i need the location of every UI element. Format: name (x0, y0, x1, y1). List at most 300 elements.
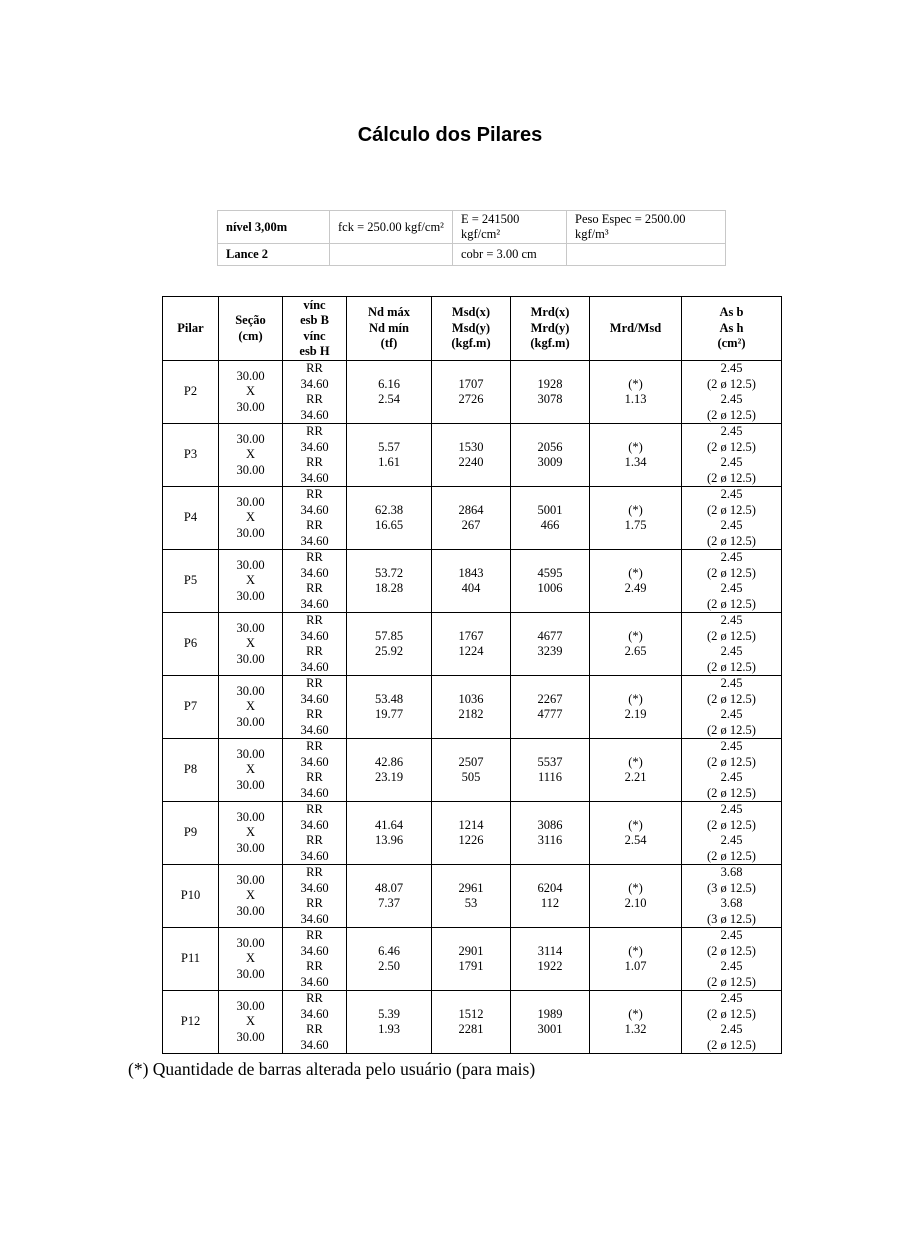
cell-line: 2240 (458, 455, 484, 469)
cell-line: 2267 (537, 691, 563, 706)
cell-line: 30.00 (236, 368, 265, 383)
cell-line: RR (306, 676, 323, 690)
cell-nd (347, 928, 432, 991)
cell-line: (2 ø 12.5) (707, 659, 756, 674)
cell-line: 34.60 (300, 722, 329, 737)
cell-vinc (283, 802, 347, 865)
header-nd (347, 297, 432, 361)
cell-pilar: P3 (163, 424, 219, 487)
cell-mrd (511, 802, 590, 865)
cell-line: 4677 (537, 628, 563, 643)
cell-line: (2 ø 12.5) (707, 628, 756, 643)
cell-secao (219, 802, 283, 865)
cell-nd (347, 613, 432, 676)
table-row (163, 361, 782, 424)
cell-line: (*) (628, 502, 643, 517)
cell-line: X (245, 447, 256, 462)
cell-line: 25.92 (374, 644, 404, 658)
cell-line: (2 ø 12.5) (707, 722, 756, 737)
cell-line: 5.57 (378, 439, 400, 454)
cell-as (682, 739, 782, 802)
cell-line: 34.60 (300, 628, 329, 643)
cell-line: 2.45 (720, 707, 743, 721)
cell-nd (347, 424, 432, 487)
cell-line: (2 ø 12.5) (707, 470, 756, 485)
cell-nd (347, 865, 432, 928)
cell-line: 2.65 (624, 644, 647, 658)
header-pilar: Pilar (163, 297, 219, 361)
cell-line: 3239 (537, 644, 563, 658)
cell-line: 30.00 (236, 872, 265, 887)
header-line: Mrd(y) (530, 320, 570, 335)
cell-vinc (283, 739, 347, 802)
table-row (163, 865, 782, 928)
cell-line: 2.45 (720, 455, 743, 469)
cell-line: 2.45 (720, 392, 743, 406)
cell-line: 2056 (537, 439, 563, 454)
cell-line: RR (306, 487, 323, 501)
cell-pilar: P12 (163, 991, 219, 1054)
cell-line: X (245, 699, 256, 714)
cell-line: 2.45 (720, 581, 743, 595)
cell-line: 53.48 (374, 691, 404, 706)
header-line: Nd máx (367, 305, 411, 320)
cell-line: 53 (464, 896, 478, 910)
cell-line: 2.45 (720, 959, 743, 973)
cell-line: 34.60 (300, 1006, 329, 1021)
cell-line: 3.68 (720, 896, 743, 910)
cell-line: 2.45 (720, 928, 743, 942)
cell-line: 3116 (537, 833, 563, 847)
cell-secao (219, 361, 283, 424)
header-line: As b (719, 305, 744, 320)
cell-line: 2864 (458, 502, 484, 517)
cell-line: 5537 (537, 754, 563, 769)
cell-line: 2.45 (720, 739, 743, 753)
cell-line: 34.60 (300, 502, 329, 517)
cell-line: 1.07 (624, 959, 647, 973)
cell-line: 30.00 (236, 840, 265, 855)
cell-line: 1224 (458, 644, 484, 658)
cell-mrd (511, 487, 590, 550)
header-row (163, 297, 782, 361)
cell-line: 3114 (537, 943, 563, 958)
cell-vinc (283, 550, 347, 613)
header-line: (tf) (380, 336, 398, 351)
cell-line: 34.60 (300, 407, 329, 422)
header-line: Msd(x) (451, 305, 491, 320)
header-line: vínc (303, 297, 326, 312)
cell-line: 30.00 (236, 494, 265, 509)
cell-line: X (245, 888, 256, 903)
cell-pilar: P9 (163, 802, 219, 865)
header-line: Nd mín (369, 320, 409, 335)
cell-line: X (245, 825, 256, 840)
cell-line: 30.00 (236, 935, 265, 950)
table-row (163, 424, 782, 487)
cell-line: 2.45 (720, 518, 743, 532)
cell-line: 34.60 (300, 817, 329, 832)
header-line: Mrd(x) (530, 305, 570, 320)
cell-mrd (511, 676, 590, 739)
cell-line: RR (306, 959, 323, 973)
cell-line: 1226 (458, 833, 484, 847)
cell-line: (2 ø 12.5) (707, 565, 756, 580)
cell-line: 267 (461, 518, 481, 532)
table-row (163, 991, 782, 1054)
table-body (163, 361, 782, 1054)
cell-nd (347, 739, 432, 802)
cell-line: (2 ø 12.5) (707, 848, 756, 863)
cell-line: RR (306, 581, 323, 595)
cell-line: 34.60 (300, 1037, 329, 1052)
cell-line: 2.45 (720, 644, 743, 658)
table-row (163, 550, 782, 613)
cell-mrd (511, 613, 590, 676)
cell-secao (219, 613, 283, 676)
cell-line: (2 ø 12.5) (707, 817, 756, 832)
cell-ratio (590, 487, 682, 550)
header-line: (cm) (238, 328, 263, 343)
cell-line: 1036 (458, 691, 484, 706)
cell-msd (432, 739, 511, 802)
cell-line: 2.45 (720, 991, 743, 1005)
cell-line: RR (306, 865, 323, 879)
cell-line: 1767 (458, 628, 484, 643)
cell-line: 2.50 (378, 959, 400, 973)
cell-pilar: P4 (163, 487, 219, 550)
cell-pilar: P2 (163, 361, 219, 424)
cell-mrd (511, 550, 590, 613)
cell-line: 30.00 (236, 620, 265, 635)
cell-line: RR (306, 644, 323, 658)
cell-ratio (590, 802, 682, 865)
lance-label: Lance 2 (218, 244, 330, 266)
cell-line: RR (306, 1022, 323, 1036)
cell-secao (219, 487, 283, 550)
cell-line: 1843 (458, 565, 484, 580)
cell-line: 2.45 (720, 487, 743, 501)
cell-mrd (511, 424, 590, 487)
cell-line: 505 (461, 770, 481, 784)
cell-line: 30.00 (236, 903, 265, 918)
cell-line: 34.60 (300, 376, 329, 391)
cell-line: X (245, 951, 256, 966)
cell-line: RR (306, 896, 323, 910)
header-secao (219, 297, 283, 361)
cell-line: 2.45 (720, 802, 743, 816)
cell-mrd (511, 739, 590, 802)
cell-msd (432, 991, 511, 1054)
cell-line: 34.60 (300, 659, 329, 674)
cell-ratio (590, 928, 682, 991)
cell-line: RR (306, 833, 323, 847)
cell-line: 2.45 (720, 676, 743, 690)
cell-line: 1922 (537, 959, 563, 973)
cell-vinc (283, 991, 347, 1054)
cell-line: 30.00 (236, 998, 265, 1013)
cell-as (682, 928, 782, 991)
header-line: (kgf.m) (530, 336, 570, 351)
header-as (682, 297, 782, 361)
cell-line: 2.54 (624, 833, 647, 847)
cell-line: (*) (628, 376, 643, 391)
cell-line: 13.96 (374, 833, 404, 847)
cell-secao (219, 676, 283, 739)
cell-line: 404 (461, 581, 481, 595)
parameters-table (217, 210, 726, 266)
footnote: (*) Quantidade de barras alterada pelo usuário (para mais) (128, 1059, 536, 1079)
table-row (163, 802, 782, 865)
cell-line: 2.21 (624, 770, 647, 784)
cell-line: 2.10 (624, 896, 647, 910)
cell-line: 2182 (458, 707, 484, 721)
cell-line: (2 ø 12.5) (707, 439, 756, 454)
cell-line: 41.64 (374, 817, 404, 832)
cell-nd (347, 487, 432, 550)
cell-line: 1.32 (624, 1022, 647, 1036)
cell-line: 2.45 (720, 770, 743, 784)
cell-line: 2507 (458, 754, 484, 769)
cell-msd (432, 550, 511, 613)
cell-line: 4595 (537, 565, 563, 580)
cell-line: 1214 (458, 817, 484, 832)
cell-line: 1989 (537, 1006, 563, 1021)
cell-line: RR (306, 361, 323, 375)
cell-line: (2 ø 12.5) (707, 754, 756, 769)
cell-line: RR (306, 455, 323, 469)
cell-line: (2 ø 12.5) (707, 691, 756, 706)
table-row (163, 487, 782, 550)
cell-line: 30.00 (236, 746, 265, 761)
cell-line: (3 ø 12.5) (707, 880, 756, 895)
cell-line: (*) (628, 880, 643, 895)
cell-line: 53.72 (374, 565, 404, 580)
cell-line: RR (306, 991, 323, 1005)
cell-line: 2.45 (720, 424, 743, 438)
cell-line: (*) (628, 565, 643, 580)
cell-as (682, 613, 782, 676)
cell-line: 112 (540, 896, 560, 910)
cell-line: 34.60 (300, 533, 329, 548)
cell-line: 3.68 (720, 865, 743, 879)
cell-ratio (590, 865, 682, 928)
header-line: vínc (303, 328, 326, 343)
cell-pilar: P10 (163, 865, 219, 928)
cell-vinc (283, 361, 347, 424)
cell-line: (3 ø 12.5) (707, 911, 756, 926)
header-line: Seção (235, 313, 266, 327)
cell-line: 1.61 (378, 455, 400, 469)
cell-pilar: P5 (163, 550, 219, 613)
cell-as (682, 991, 782, 1054)
cell-pilar: P7 (163, 676, 219, 739)
cell-line: 30.00 (236, 683, 265, 698)
cell-ratio (590, 550, 682, 613)
cell-as (682, 802, 782, 865)
cell-line: RR (306, 392, 323, 406)
cell-secao (219, 865, 283, 928)
cell-line: (2 ø 12.5) (707, 376, 756, 391)
header-line: esb H (299, 344, 330, 358)
cell-line: (2 ø 12.5) (707, 1006, 756, 1021)
cell-line: X (245, 762, 256, 777)
cell-line: 1.13 (624, 392, 647, 406)
cell-ratio (590, 424, 682, 487)
cell-line: 1512 (458, 1006, 484, 1021)
cell-line: 30.00 (236, 557, 265, 572)
cell-msd (432, 361, 511, 424)
cell-ratio (590, 613, 682, 676)
fck-value: fck = 250.00 kgf/cm² (330, 211, 453, 244)
cell-line: 2.45 (720, 833, 743, 847)
cell-line: 30.00 (236, 462, 265, 477)
cell-line: RR (306, 550, 323, 564)
cell-msd (432, 613, 511, 676)
cell-line: 3086 (537, 817, 563, 832)
cell-line: 34.60 (300, 754, 329, 769)
cell-line: 19.77 (374, 707, 404, 721)
cell-ratio (590, 739, 682, 802)
cell-nd (347, 361, 432, 424)
cell-line: X (245, 636, 256, 651)
cell-line: (*) (628, 1006, 643, 1021)
cell-line: 466 (540, 518, 560, 532)
cell-mrd (511, 991, 590, 1054)
cell-line: (*) (628, 628, 643, 643)
cell-ratio (590, 676, 682, 739)
cell-line: 1.34 (624, 455, 647, 469)
cell-line: 34.60 (300, 596, 329, 611)
cell-line: X (245, 1014, 256, 1029)
empty-cell (567, 244, 726, 266)
cell-line: 3009 (537, 455, 563, 469)
cell-line: 30.00 (236, 809, 265, 824)
cover-value: cobr = 3.00 cm (453, 244, 567, 266)
cell-line: 2901 (458, 943, 484, 958)
cell-as (682, 424, 782, 487)
header-line: esb B (300, 313, 329, 327)
cell-line: (2 ø 12.5) (707, 502, 756, 517)
cell-line: 34.60 (300, 565, 329, 580)
cell-line: 7.37 (378, 896, 400, 910)
cell-line: 30.00 (236, 525, 265, 540)
cell-line: 34.60 (300, 880, 329, 895)
cell-line: X (245, 573, 256, 588)
cell-line: 1928 (537, 376, 563, 391)
table-row (163, 739, 782, 802)
header-line: (kgf.m) (451, 336, 491, 351)
cell-msd (432, 424, 511, 487)
cell-line: (2 ø 12.5) (707, 596, 756, 611)
cell-line: (2 ø 12.5) (707, 943, 756, 958)
cell-line: RR (306, 928, 323, 942)
cell-line: (2 ø 12.5) (707, 533, 756, 548)
cell-line: X (245, 384, 256, 399)
cell-line: (*) (628, 943, 643, 958)
cell-secao (219, 424, 283, 487)
cell-line: 30.00 (236, 1029, 265, 1044)
header-line: (cm²) (717, 336, 746, 351)
cell-secao (219, 928, 283, 991)
cell-line: 1006 (537, 581, 563, 595)
cell-line: 5.39 (378, 1006, 400, 1021)
cell-pilar: P6 (163, 613, 219, 676)
cell-line: 34.60 (300, 943, 329, 958)
cell-msd (432, 865, 511, 928)
cell-line: 30.00 (236, 651, 265, 666)
table-row (163, 928, 782, 991)
cell-line: 2281 (458, 1022, 484, 1036)
cell-secao (219, 550, 283, 613)
cell-line: 2726 (458, 392, 484, 406)
cell-line: RR (306, 739, 323, 753)
cell-line: (*) (628, 439, 643, 454)
cell-line: (*) (628, 691, 643, 706)
cell-line: RR (306, 518, 323, 532)
cell-line: RR (306, 424, 323, 438)
empty-cell (330, 244, 453, 266)
header-mrd (511, 297, 590, 361)
cell-msd (432, 676, 511, 739)
cell-line: (2 ø 12.5) (707, 1037, 756, 1052)
elasticity-value: E = 241500 kgf/cm² (453, 211, 567, 244)
header-msd (432, 297, 511, 361)
cell-line: 34.60 (300, 974, 329, 989)
cell-line: 1116 (537, 770, 563, 784)
cell-line: RR (306, 707, 323, 721)
cell-ratio (590, 991, 682, 1054)
table-row (163, 676, 782, 739)
cell-line: (2 ø 12.5) (707, 407, 756, 422)
cell-vinc (283, 676, 347, 739)
cell-vinc (283, 613, 347, 676)
cell-line: 42.86 (374, 754, 404, 769)
cell-line: (2 ø 12.5) (707, 785, 756, 800)
cell-secao (219, 991, 283, 1054)
cell-line: 57.85 (374, 628, 404, 643)
cell-line: RR (306, 613, 323, 627)
header-vinc (283, 297, 347, 361)
cell-line: 16.65 (374, 518, 404, 532)
cell-msd (432, 802, 511, 865)
cell-line: 2.19 (624, 707, 647, 721)
cell-pilar: P11 (163, 928, 219, 991)
cell-line: 1.93 (378, 1022, 400, 1036)
cell-line: 30.00 (236, 777, 265, 792)
cell-line: 6204 (537, 880, 563, 895)
cell-line: 30.00 (236, 431, 265, 446)
cell-line: 2.45 (720, 1022, 743, 1036)
cell-vinc (283, 928, 347, 991)
cell-line: 18.28 (374, 581, 404, 595)
cell-line: 30.00 (236, 714, 265, 729)
pillars-table (162, 296, 782, 1054)
cell-mrd (511, 928, 590, 991)
level-label: nível 3,00m (218, 211, 330, 244)
cell-secao (219, 739, 283, 802)
cell-line: 6.46 (378, 943, 400, 958)
header-line: Msd(y) (451, 320, 491, 335)
cell-nd (347, 550, 432, 613)
table-row (163, 613, 782, 676)
cell-pilar: P8 (163, 739, 219, 802)
cell-line: 2.49 (624, 581, 647, 595)
specific-weight-value: Peso Espec = 2500.00 kgf/m³ (567, 211, 726, 244)
page-title: Cálculo dos Pilares (357, 124, 543, 146)
cell-line: 30.00 (236, 399, 265, 414)
cell-msd (432, 487, 511, 550)
